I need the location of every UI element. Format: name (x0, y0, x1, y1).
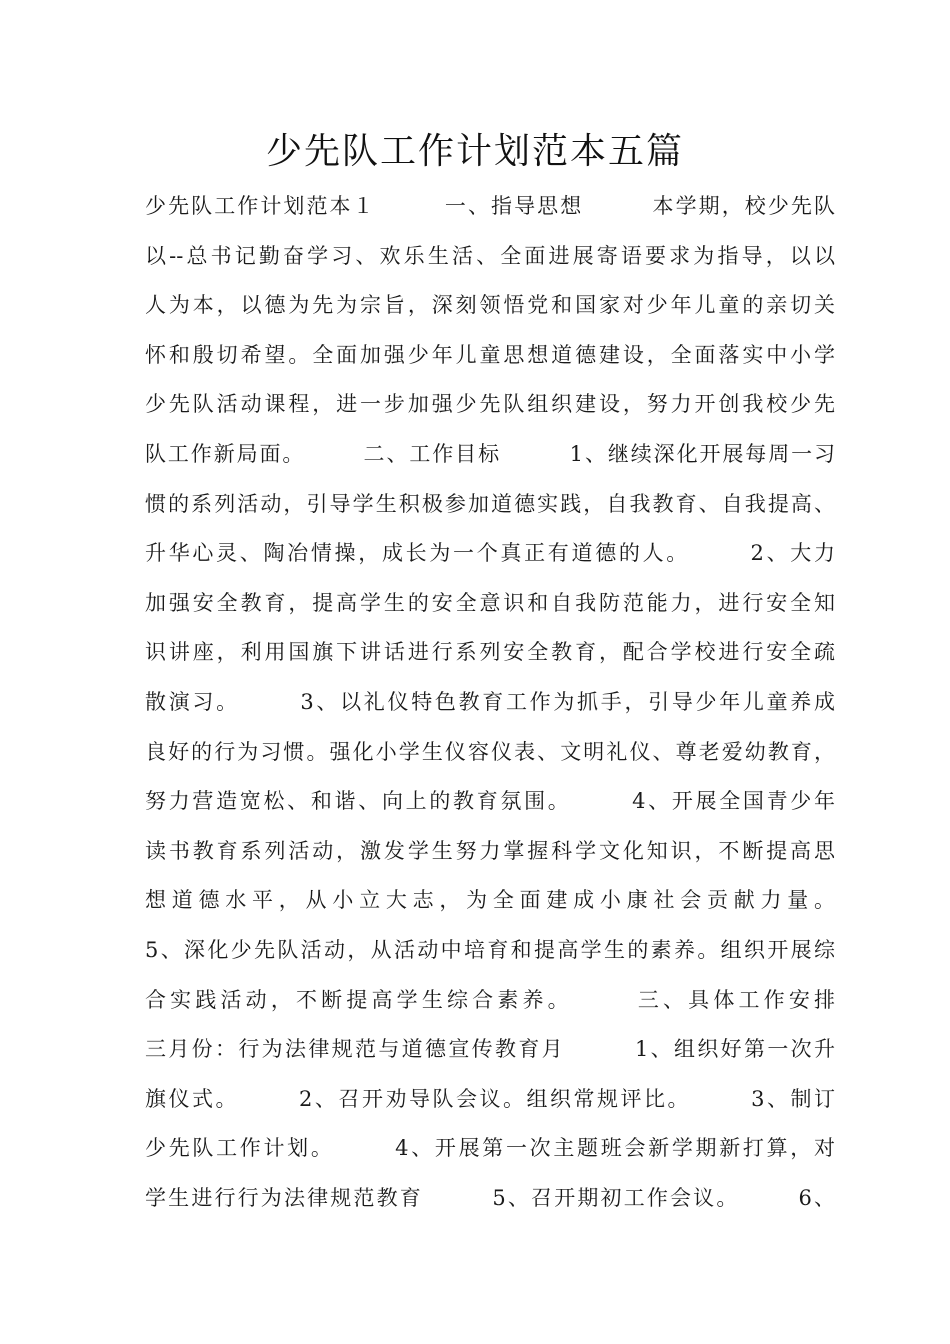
text-line: 三月份：行为法律规范与道德宣传教育月 1、组织好第一次升 (145, 1037, 835, 1062)
text-line: 散演习。 3、以礼仪特色教育工作为抓手，引导少年儿童养成 (145, 689, 835, 714)
text-line: 5、深化少先队活动，从活动中培育和提高学生的素养。组织开展综 (145, 937, 835, 962)
text-line: 良好的行为习惯。强化小学生仪容仪表、文明礼仪、尊老爱幼教育， (145, 739, 835, 764)
text-line: 合实践活动，不断提高学生综合素养。 三、具体工作安排 (145, 987, 835, 1012)
text-line: 升华心灵、陶冶情操，成长为一个真正有道德的人。 2、大力 (145, 541, 835, 566)
text-line: 加强安全教育，提高学生的安全意识和自我防范能力，进行安全知 (145, 590, 835, 615)
text-line: 旗仪式。 2、召开劝导队会议。组织常规评比。 3、制订 (145, 1086, 835, 1111)
text-line: 努力营造宽松、和谐、向上的教育氛围。 4、开展全国青少年 (145, 789, 835, 814)
text-line: 以--总书记勤奋学习、欢乐生活、全面进展寄语要求为指导，以以 (145, 243, 835, 268)
text-line: 学生进行行为法律规范教育 5、召开期初工作会议。 6、 (145, 1185, 835, 1210)
text-line: 少先队工作计划范本１ 一、指导思想 本学期，校少先队 (145, 194, 835, 218)
document-body (145, 182, 835, 1223)
text-line: 少先队活动课程，进一步加强少先队组织建设，努力开创我校少先 (145, 392, 835, 417)
text-line: 怀和殷切希望。全面加强少年儿童思想道德建设，全面落实中小学 (145, 342, 835, 367)
text-line: 少先队工作计划。 4、开展第一次主题班会新学期新打算，对 (145, 1136, 835, 1161)
document-title: 少先队工作计划范本五篇 (265, 131, 684, 172)
text-line: 队工作新局面。 二、工作目标 1、继续深化开展每周一习 (145, 441, 835, 466)
text-line: 惯的系列活动，引导学生积极参加道德实践，自我教育、自我提高、 (145, 491, 835, 516)
text-line: 想道德水平，从小立大志，为全面建成小康社会贡献力量。 (145, 888, 835, 913)
text-line: 读书教育系列活动，激发学生努力掌握科学文化知识，不断提高思 (145, 838, 835, 863)
text-line: 人为本，以德为先为宗旨，深刻领悟党和国家对少年儿童的亲切关 (145, 293, 835, 318)
text-line: 识讲座，利用国旗下讲话进行系列安全教育，配合学校进行安全疏 (145, 640, 835, 665)
